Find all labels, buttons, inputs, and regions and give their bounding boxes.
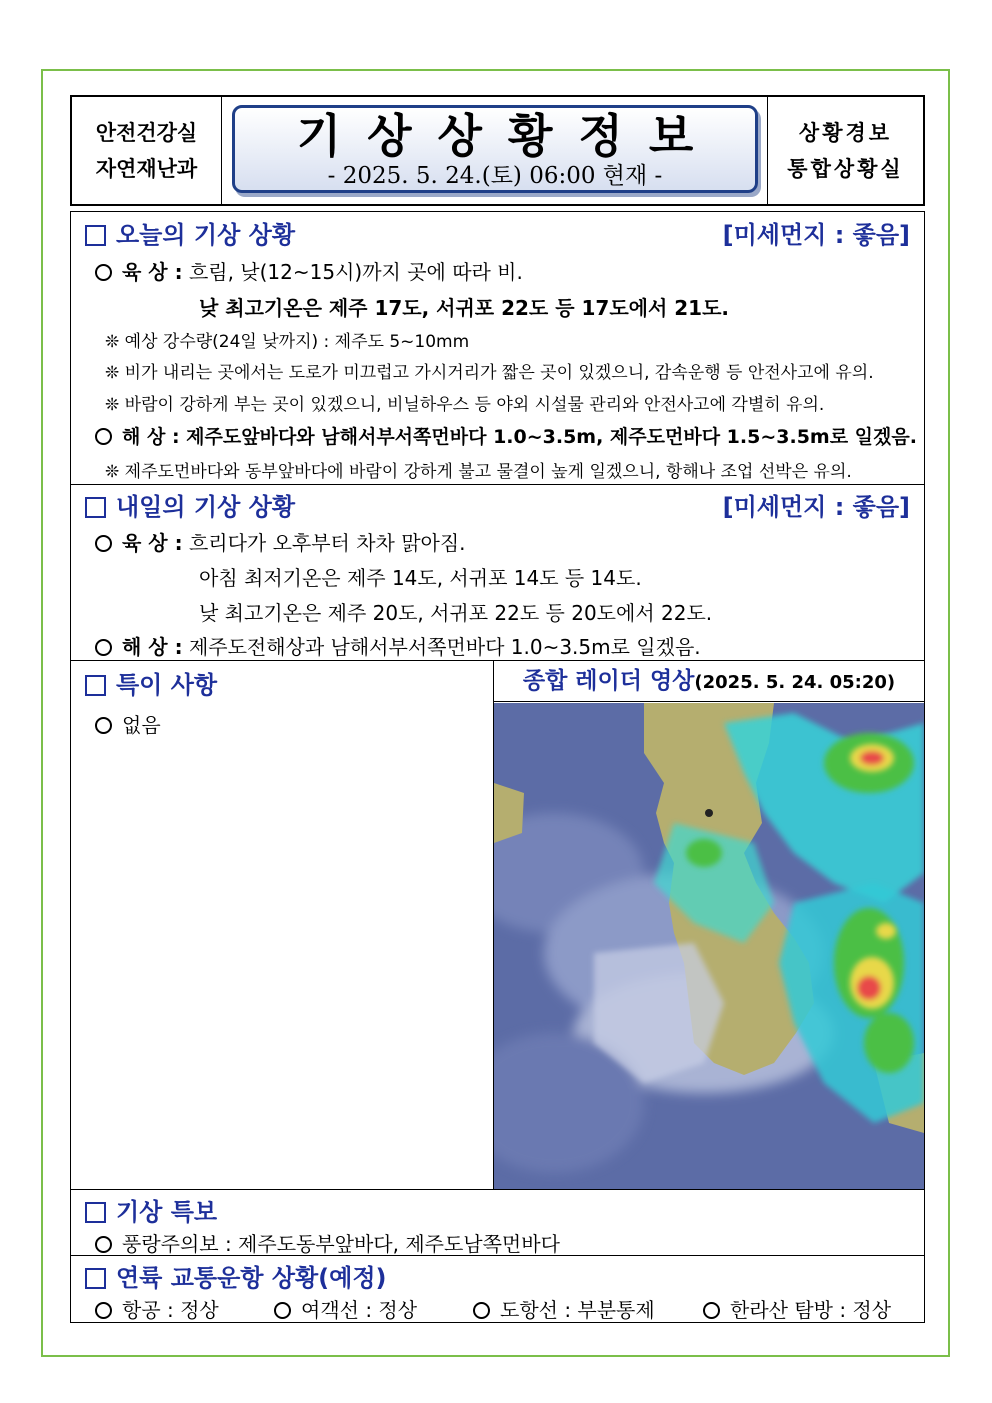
warning-item: 풍랑주의보 : 제주도동부앞바다, 제주도남쪽먼바다 — [95, 1228, 560, 1257]
radar-map — [494, 703, 924, 1189]
title-box — [232, 105, 758, 193]
tomorrow-sea: 해 상 : 제주도전해상과 남해서부서쪽먼바다 1.0~3.5m로 일겠음. — [95, 631, 701, 660]
report-datetime: - 2025. 5. 24.(토) 06:00 현재 - — [327, 163, 663, 189]
report-body — [70, 211, 925, 1323]
dept-line-2: 자연재난과 — [95, 156, 198, 181]
today-heading: 오늘의 기상 상황 — [85, 215, 295, 250]
today-sea-note: ❊ 제주도먼바다와 동부앞바다에 바람이 강하게 불고 물결이 높게 일겠으니, 항해나 조업 선박은 유의. — [105, 462, 852, 482]
checkbox-icon — [85, 675, 106, 696]
tomorrow-min-temp: 아침 최저기온은 제주 14도, 서귀포 14도 등 14도. — [199, 566, 642, 590]
special-item: 없음 — [95, 709, 161, 738]
tomorrow-dust-badge: [미세먼지 : 좋음] — [722, 493, 910, 521]
circle-bullet-icon — [95, 717, 112, 734]
today-sea: 해 상 : 제주도앞바다와 남해서부서쪽먼바다 1.0~3.5m, 제주도먼바다 1.5~3.5m로 일겠음. — [95, 422, 917, 449]
radar-image — [494, 703, 924, 1189]
warning-heading: 기상 특보 — [85, 1192, 217, 1227]
tomorrow-max-temp: 낮 최고기온은 제주 20도, 서귀포 22도 등 20도에서 22도. — [199, 601, 713, 625]
report-header — [70, 95, 925, 206]
traffic-heading: 연륙 교통운항 상황(예정) — [85, 1258, 387, 1293]
traffic-ferry: 여객선 : 정상 — [274, 1294, 417, 1323]
warning-section — [71, 1189, 924, 1256]
traffic-section — [71, 1256, 924, 1323]
report-title: 기상상황정보 — [296, 109, 720, 163]
room-line-1: 상황경보 — [798, 120, 893, 145]
circle-bullet-icon — [703, 1302, 720, 1319]
location-marker-icon — [705, 809, 713, 817]
traffic-hallasan: 한라산 탐방 : 정상 — [703, 1294, 891, 1323]
radar-heading: 종합 레이더 영상(2025. 5. 24. 05:20) — [494, 661, 924, 702]
issuing-dept — [72, 97, 222, 204]
special-heading: 특이 사항 — [85, 665, 217, 700]
circle-bullet-icon — [95, 428, 112, 445]
circle-bullet-icon — [95, 535, 112, 552]
situation-room — [767, 97, 923, 204]
today-section — [71, 212, 924, 485]
today-land: 육 상 : 흐림, 낮(12~15시)까지 곳에 따라 비. — [95, 256, 523, 285]
circle-bullet-icon — [95, 1302, 112, 1319]
checkbox-icon — [85, 1268, 106, 1289]
room-line-2: 통합상황실 — [787, 156, 904, 181]
tomorrow-heading: 내일의 기상 상황 — [85, 487, 295, 522]
today-dust-badge: [미세먼지 : 좋음] — [722, 221, 910, 249]
tomorrow-section — [71, 485, 924, 661]
radar-timestamp: (2025. 5. 24. 05:20) — [694, 672, 896, 693]
checkbox-icon — [85, 497, 106, 518]
circle-bullet-icon — [95, 639, 112, 656]
today-note-2: ❊ 비가 내리는 곳에서는 도로가 미끄럽고 가시거리가 짧은 곳이 있겠으니, 감속운행 등 안전사고에 유의. — [105, 363, 874, 383]
circle-bullet-icon — [473, 1302, 490, 1319]
circle-bullet-icon — [95, 1236, 112, 1253]
circle-bullet-icon — [95, 264, 112, 281]
checkbox-icon — [85, 225, 106, 246]
traffic-flight: 항공 : 정상 — [95, 1294, 219, 1323]
circle-bullet-icon — [274, 1302, 291, 1319]
today-note-3: ❊ 바람이 강하게 부는 곳이 있겠으니, 비닐하우스 등 야외 시설물 관리와 안전사고에 각별히 유의. — [105, 395, 825, 415]
traffic-island-boat: 도항선 : 부분통제 — [473, 1294, 655, 1323]
dept-line-1: 안전건강실 — [95, 120, 198, 145]
today-note-1: ❊ 예상 강수량(24일 낮까지) : 제주도 5~10mm — [105, 332, 470, 352]
checkbox-icon — [85, 1202, 106, 1223]
tomorrow-land: 육 상 : 흐리다가 오후부터 차차 맑아짐. — [95, 527, 466, 556]
today-land-temp: 낮 최고기온은 제주 17도, 서귀포 22도 등 17도에서 21도. — [199, 296, 729, 320]
